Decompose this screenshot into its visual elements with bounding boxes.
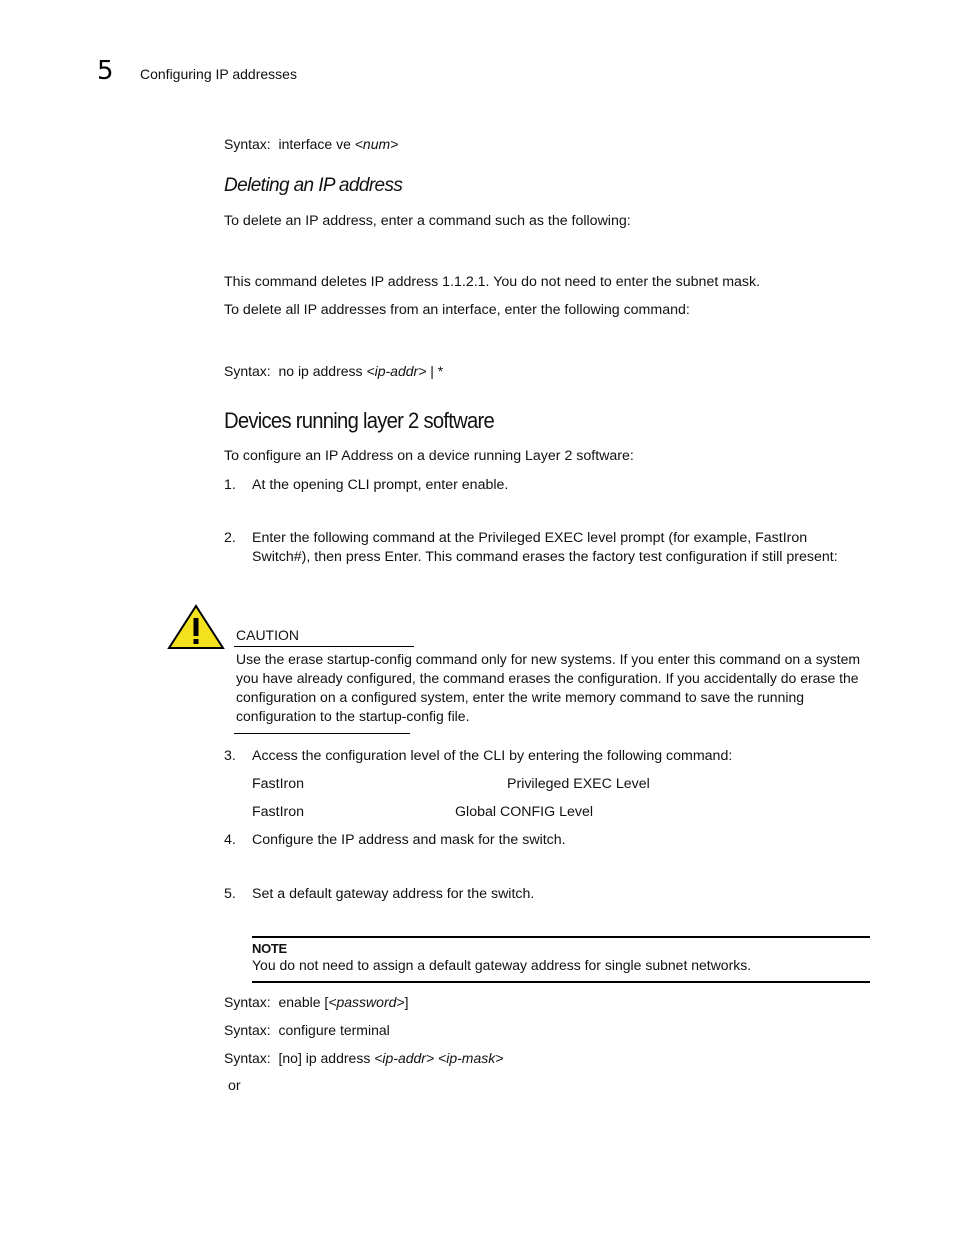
syntax-label: Syntax:	[224, 994, 271, 1010]
syntax-bracket-close: ]	[404, 994, 409, 1010]
delete-intro: To delete an IP address, enter a command such as the following:	[224, 213, 631, 229]
syntax-label: Syntax:	[224, 1022, 271, 1038]
layer2-intro: To configure an IP Address on a device running Layer 2 software:	[224, 448, 634, 464]
syntax-enable	[224, 994, 408, 1010]
note-body: You do not need to assign a default gateway address for single subnet networks.	[252, 957, 752, 973]
step-1-pre: At the opening CLI prompt, enter	[252, 477, 462, 493]
step-1-command: enable	[461, 477, 505, 493]
note-title: NOTE	[252, 941, 287, 956]
syntax-suffix: | *	[426, 363, 444, 379]
syntax-configure-terminal	[224, 1022, 390, 1038]
step-3-row-2-right: Global CONFIG Level	[455, 804, 593, 820]
syntax-param-ip-addr: <ip-addr>	[374, 1050, 435, 1066]
syntax-bracket-open: [	[278, 1050, 283, 1066]
step-4-number: 4.	[224, 832, 236, 848]
warning-triangle-icon	[167, 604, 225, 650]
step-2-line-2	[252, 549, 838, 565]
syntax-label: Syntax:	[224, 1050, 271, 1066]
syntax-bracket-open: [	[320, 994, 329, 1010]
syntax-interface-ve	[224, 136, 398, 152]
note-divider-top	[252, 936, 870, 938]
syntax-command: configure terminal	[278, 1022, 390, 1038]
syntax-ip-address	[224, 1050, 503, 1066]
delete-all-intro: To delete all IP addresses from an interface, enter the following command:	[224, 302, 690, 318]
step-2-key: Enter	[384, 549, 418, 565]
syntax-command: ip address	[305, 1050, 371, 1066]
step-5-number: 5.	[224, 886, 236, 902]
chapter-title: Configuring IP addresses	[140, 66, 297, 82]
step-2-post: . This command erases the factory test configuration if still present:	[417, 549, 838, 565]
step-5-text: Set a default gateway address for the switch.	[252, 886, 535, 902]
syntax-command: interface ve	[278, 136, 351, 152]
syntax-param: <num>	[354, 136, 399, 152]
syntax-or: or	[228, 1078, 241, 1094]
syntax-param-ip-mask: <ip-mask>	[438, 1050, 504, 1066]
syntax-label: Syntax:	[224, 136, 271, 152]
caution-divider-top	[234, 646, 414, 647]
syntax-param: <password>	[328, 994, 405, 1010]
step-3-number: 3.	[224, 748, 236, 764]
step-3-row-1-left: FastIron	[252, 776, 305, 792]
syntax-bracket-close: ]	[297, 1050, 302, 1066]
delete-explain: This command deletes IP address 1.1.2.1. You do not need to enter the subnet mask.	[224, 274, 761, 290]
note-divider-bottom	[252, 981, 870, 983]
syntax-param: <ip-addr>	[366, 363, 427, 379]
syntax-no-ip-address	[224, 363, 443, 379]
syntax-command: no ip address	[278, 363, 363, 379]
step-2-pre: Switch#), then press	[252, 549, 385, 565]
step-3-row-2-left: FastIron	[252, 804, 305, 820]
caution-divider-bottom	[234, 733, 410, 734]
step-2-number: 2.	[224, 530, 236, 546]
chapter-number: 5	[97, 56, 114, 86]
step-3-text: Access the configuration level of the CLI by entering the following command:	[252, 748, 733, 764]
step-1-number: 1.	[224, 477, 236, 493]
syntax-label: Syntax:	[224, 363, 271, 379]
step-1-text	[252, 477, 508, 493]
step-3-row-1-right: Privileged EXEC Level	[507, 776, 650, 792]
syntax-no: no	[282, 1050, 298, 1066]
section-heading-deleting: Deleting an IP address	[224, 175, 403, 196]
syntax-command: enable	[278, 994, 321, 1010]
step-1-post: .	[504, 477, 509, 493]
step-2-line-1: Enter the following command at the Privileged EXEC level prompt (for example, FastIron	[252, 530, 808, 546]
step-4-text: Configure the IP address and mask for the switch.	[252, 832, 566, 848]
caution-body: Use the erase startup-config command only for new systems. If you enter this command on a system you have already configured, the command erases the configuration. If you accidentally do erase the configuration on a configured system, enter the write memory command to save the running configuration to the startup-config file.	[236, 651, 861, 724]
section-heading-layer2: Devices running layer 2 software	[224, 408, 495, 433]
caution-title: CAUTION	[236, 627, 299, 643]
